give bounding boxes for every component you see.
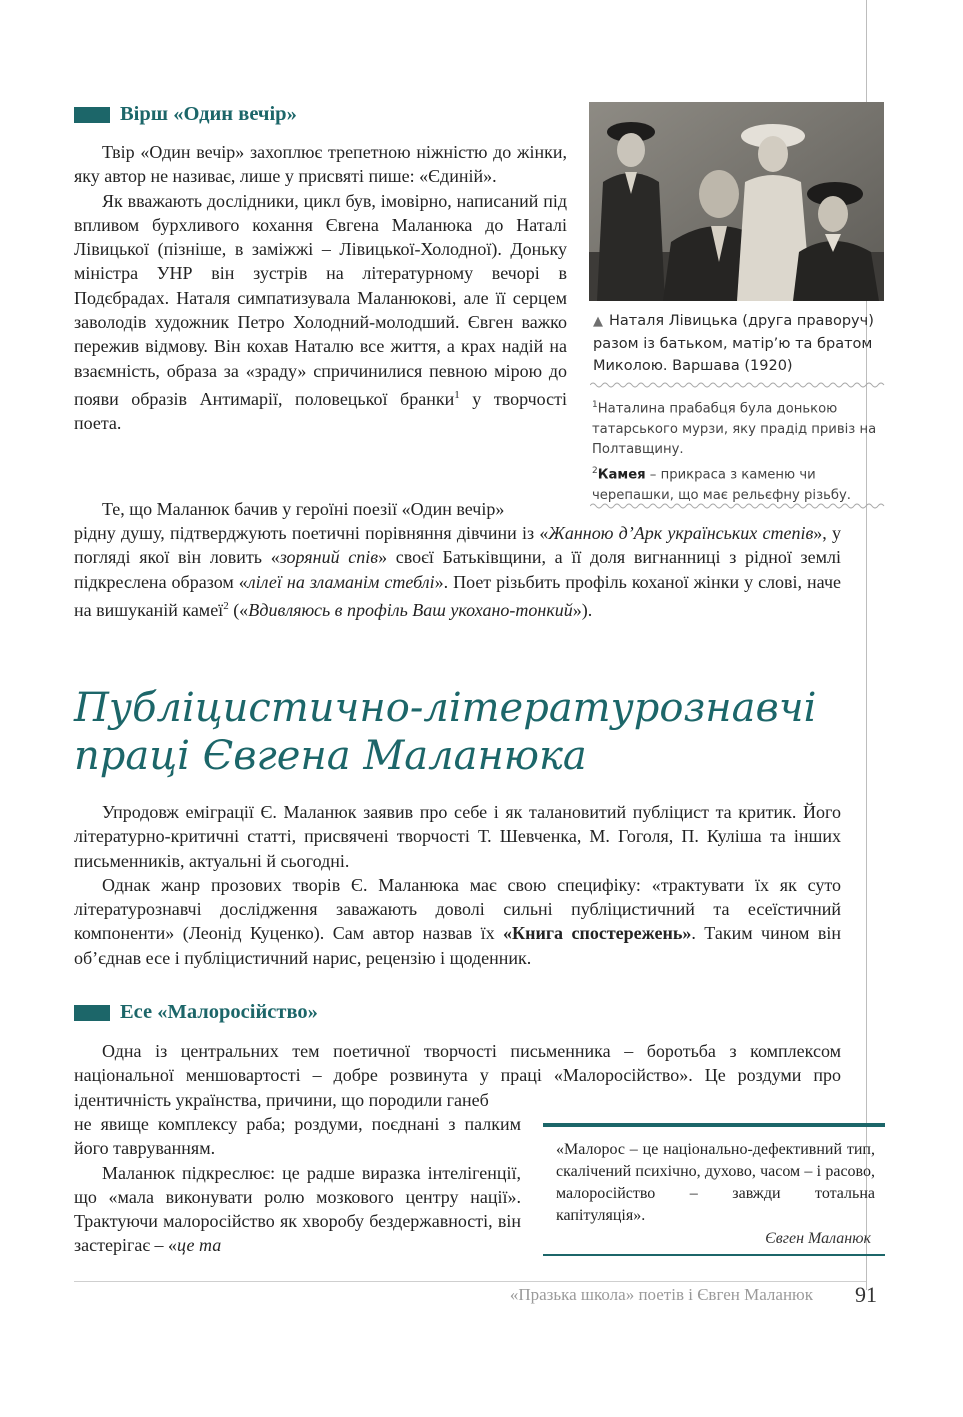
paragraph-body: рідну душу, підтверджують поетичні порівняння дівчини із «Жанною д’Арк українських степів», у погляді якої він ловить «зоряний спів» своєї Батьківщини, а її доля вигнанниці з рідної землі підкреслена образом «лілеї на зламанім стеблі». Поет різьбить профіль коханої жінки у слові, наче на вишуканій камеї$^2$ («Вдивляюсь в профіль Ваш укохано-тонкий»). [74, 523, 841, 620]
paragraph: Одна із центральних тем поетичної творчості письменника – боротьба з комплексом національної меншовартості – добре розвинута у праці «Малоросійство». Це роздуми про ідентичність українства, причини, що породили ганеб [74, 1041, 841, 1110]
heading-marker-icon [74, 107, 110, 123]
heading-marker-icon [74, 1005, 110, 1021]
paragraph-essay-wide [74, 1039, 841, 1112]
family-photo-image [589, 102, 884, 301]
family-photo [589, 102, 884, 301]
paragraph: Твір «Один вечір» захоплює трепетною ніжністю до жінки, яку автор не називає, лише у присвяті пише: «Єдиній». [74, 142, 567, 187]
triangle-up-icon: ▲ [593, 314, 603, 329]
paragraph-essay-narrow [74, 1112, 521, 1258]
footnote-1: $^1$Наталина прабабця була донькою татарського мурзи, яку прадід привіз на Полтавщину. [592, 400, 877, 458]
footnotes [592, 395, 884, 506]
quote-box [543, 1123, 885, 1256]
quote-text: «Малорос – це національно-дефективний тип, скалічений психічно, духово, часом – і расово, малоросійство – завжди тотальна капітуляція». [556, 1141, 875, 1224]
section-heading-poem [74, 103, 297, 126]
footnote-2: $^2$Камея – прикраса з каменю чи черепашки, що має рельєфну різьбу. [592, 465, 851, 503]
paragraph-continuation: не явище комплексу раба; роздуми, поєднані з палким його тавруванням. [74, 1114, 521, 1159]
paragraph-first-line: Те, що Маланюк бачив у героїні поезії «Один вечір» [102, 499, 505, 519]
running-title: «Празька школа» поетів і Євген Маланюк [509, 1285, 813, 1304]
narrow-text-column [74, 140, 567, 436]
paragraph: Як вважають дослідники, цикл був, імовірно, написаний під впливом бурхливого кохання Євгена Маланюка до Наталі Лівицької (пізніше, в заміжжі – Лівицької-Холодної). Доньку міністра УНР він зустрів на літературному вечорі в Подєбрадах. Наталя симпатизувала Маланюкові, але її серцем заволодів художник Петро Холодний-молодший. Євген важко пережив відмову. Він кохав Наталю все життя, а крах надій на взаємність, образа за «зраду» спричинилися певною мірою до появи образів Антимарії, половецької бранки$^1$ у творчості поета. [74, 190, 567, 434]
wavy-divider [590, 502, 885, 510]
section-heading-essay [74, 1001, 318, 1024]
paragraph-heroine [74, 497, 841, 622]
quote-bottom-rule [543, 1254, 885, 1256]
wavy-divider [590, 381, 885, 389]
paragraph: Однак жанр прозових творів Є. Маланюка має свою специфіку: «трактувати їх як суто літературознавчі дослідження заважають доволі сильні публіцистичний та есеїстичний компоненти» (Леонід Куценко). Сам автор назвав їх «Книга спостережень». Таким чином він об’єднав есе і публіцистичний нарис, рецензію і щоденник. [74, 874, 841, 968]
paragraph: Маланюк підкреслює: це радше виразка інтелігенції, що «мала виконувати ролю мозкового центру нації». Трактуючи малоросійство як хворобу бездержавності, він застерігає – «це та [74, 1162, 521, 1256]
quote-author: Євген Маланюк [765, 1230, 871, 1247]
wide-text-block [74, 800, 841, 970]
page-number: 91 [855, 1282, 877, 1307]
section-heading-text: Есе «Малоросійство» [120, 1001, 318, 1023]
section-heading-text: Вірш «Один вечір» [120, 103, 297, 125]
footer-rule [74, 1281, 866, 1282]
chapter-title: Публіцистично-літературознавчі праці Євгена Маланюка [74, 685, 817, 779]
photo-caption: ▲ Наталя Лівицька (друга праворуч) разом із батьком, матір’ю та братом Миколою. Варшава (1920) [593, 313, 874, 374]
paragraph: Упродовж еміграції Є. Маланюк заявив про себе і як талановитий публіцист та критик. Його літературно-критичні статті, присвячені творчості Т. Шевченка, М. Гоголя, П. Куліша та інших письменників, актуальні й сьогодні. [74, 802, 841, 871]
